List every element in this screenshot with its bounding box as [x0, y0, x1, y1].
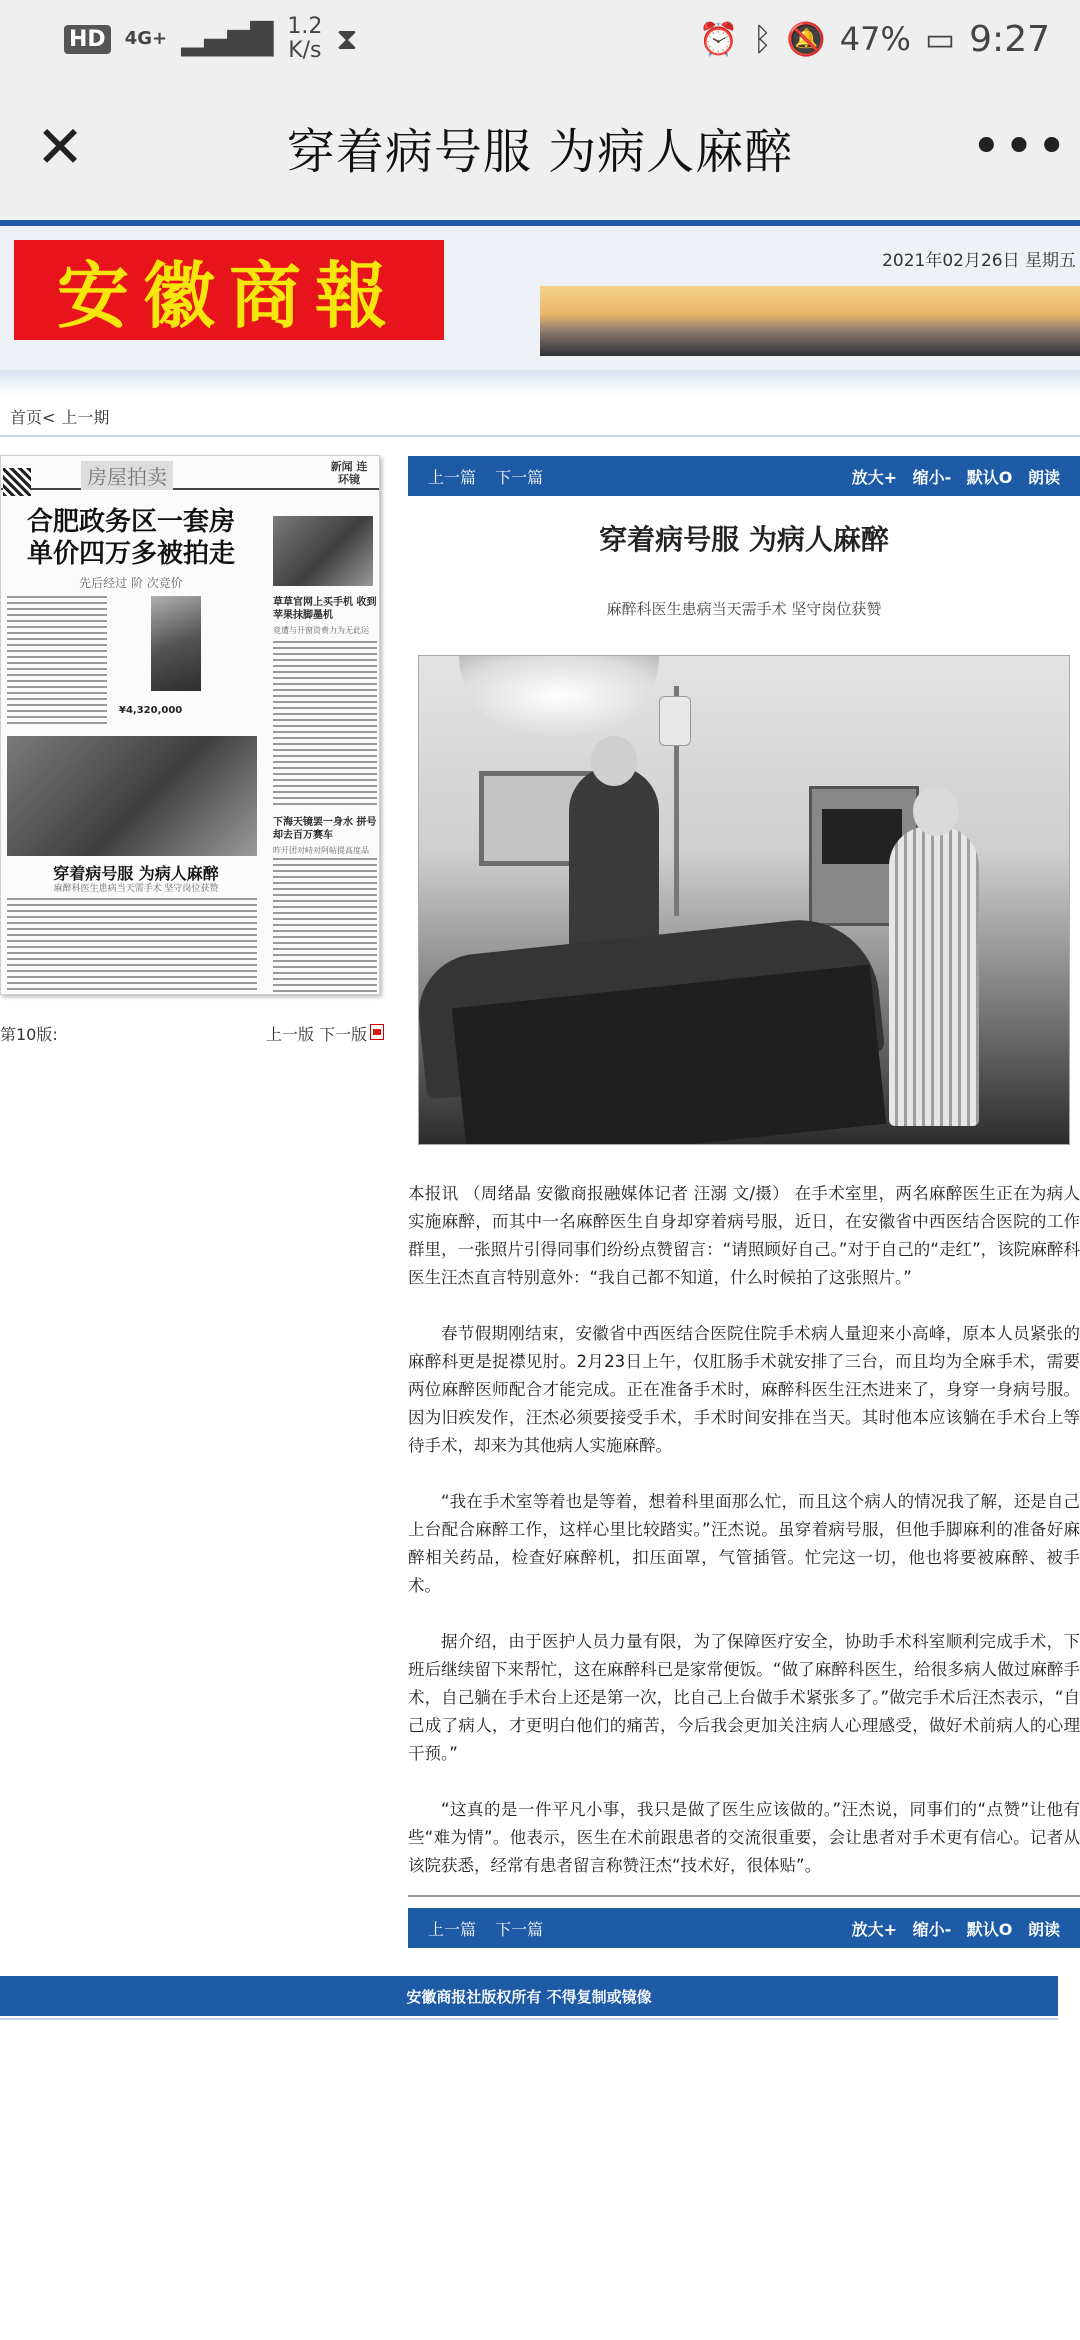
thumbnail-side-headline-1: 草草官网上买手机 收到苹果抹脚墨机 [273, 597, 377, 621]
prev-article-button[interactable]: 上一篇 [428, 467, 477, 487]
article-toolbar-bottom [408, 1908, 1080, 1948]
article-end-rule [408, 1895, 1080, 1897]
surgical-lamp [459, 656, 659, 736]
thumbnail-header [1, 456, 379, 490]
edition-nav-links [266, 1022, 367, 1045]
thumbnail-side-headline-2: 下海天镜罢一身水 拼号却去百万赛车 [273, 817, 377, 841]
signal-icon: ▂▄▆█ [181, 21, 274, 57]
article-paragraph: 据介绍，由于医护人员力量有限，为了保障医疗安全，协助手术科室顺利完成手术，下班后继续留下来帮忙，这在麻醉科已是家常便饭。“做了麻醉科医生，给很多病人做过麻醉手术，自己躺在手术台上还是第一次，比自己上台做手术紧张多了。”做完手术后汪杰表示，“自己成了病人，才更明白他们的痛苦，今后我会更加关注病人心理感受，做好术前病人的心理干预。” [408, 1632, 1080, 1763]
newspaper-masthead [0, 216, 1080, 396]
thumbnail-headline: 合肥政务区一套房 单价四万多被拍走 [26, 507, 235, 569]
speed-unit: K/s [288, 38, 322, 63]
thumbnail-price: ¥4,320,000 [119, 705, 183, 716]
article-paragraph: “这真的是一件平凡小事，我只是做了医生应该做的。”汪杰说，同事们的“点赞”让他有些“难为情”。他表示，医生在术前跟患者的交流很重要，会让患者对手术更有信心。记者从该院获悉，经常有患者留言称赞汪杰“技术好，很体贴”。 [408, 1800, 1080, 1875]
next-article-button[interactable]: 下一篇 [495, 1919, 544, 1939]
thumbnail-building-photo [151, 596, 201, 691]
thumbnail-text-block [7, 596, 107, 726]
battery-icon: ▭ [924, 20, 956, 58]
article-toolbar-top [408, 456, 1080, 496]
thumbnail-main-story: 穿着病号服 为病人麻醉 [53, 864, 219, 883]
edition-navigation [0, 1022, 380, 1046]
breadcrumb-divider [0, 435, 1080, 437]
bluetooth-icon: ᛒ [752, 20, 772, 58]
toolbar-article-nav [428, 465, 557, 488]
thumbnail-column: 新闻 连环镜 [330, 460, 368, 486]
zoom-out-button[interactable]: 缩小- [912, 1919, 952, 1939]
article-title: 穿着病号服 为病人麻醉 [599, 523, 889, 556]
zoom-in-button[interactable]: 放大+ [851, 1919, 897, 1939]
thumbnail-side-text-2 [273, 858, 377, 993]
network-indicator: 4G+ [124, 28, 168, 49]
breadcrumb-prev-issue-link[interactable]: 上一期 [61, 408, 110, 427]
article-paragraph: 本报讯 （周绪晶 安徽商报融媒体记者 汪溺 文/摄） 在手术室里，两名麻醉医生正在为病人实施麻醉，而其中一名麻醉医生自身却穿着病号服，近日，在安徽省中西医结合医院的工作群里，一张照片引得同事们纷纷点赞留言：“请照顾好自己。”对于自己的“走红”，该院麻醉科医生汪杰直言特别意外：“我自己都不知道，什么时候拍了这张照片。” [408, 1184, 1080, 1287]
zoom-out-button[interactable]: 缩小- [912, 467, 952, 487]
speed-value: 1.2 [287, 14, 323, 39]
status-left [64, 15, 357, 63]
mute-icon: 🔕 [785, 20, 826, 58]
app-bar [0, 78, 1080, 216]
network-speed [287, 15, 322, 63]
status-right [699, 19, 1050, 60]
masthead-fade [0, 370, 1080, 396]
article-photo [418, 655, 1070, 1145]
breadcrumb-home-link[interactable]: 首页< [10, 408, 56, 427]
masthead-rule [0, 220, 1080, 226]
thumbnail-side-sub-2: 昨开团对峙对阿帖提高度品 [273, 846, 369, 855]
read-aloud-button[interactable]: 朗读 [1027, 467, 1060, 487]
prev-edition-link[interactable]: 上一版 [266, 1025, 315, 1044]
thumbnail-main-story-sub: 麻醉科医生患病当天需手术 坚守岗位获赞 [53, 884, 219, 894]
hd-badge: HD [64, 25, 111, 54]
doctor-in-patient-gown [889, 826, 979, 1126]
copyright-footer: 安徽商报社版权所有 不得复制或镜像 [0, 1976, 1058, 2016]
clock: 9:27 [969, 18, 1050, 60]
thumbnail-side-text [273, 641, 377, 806]
page-thumbnail[interactable] [0, 455, 380, 995]
article-body [408, 1180, 1080, 1908]
edition-label: 第10版: [0, 1025, 58, 1044]
hourglass-icon: ⧗ [336, 21, 358, 57]
zoom-in-button[interactable]: 放大+ [851, 467, 897, 487]
thumbnail-section-tag: 房屋拍卖 [81, 461, 173, 490]
page-title: 穿着病号服 为病人麻醉 [286, 123, 794, 180]
battery-percent: 47% [839, 20, 911, 58]
next-article-button[interactable]: 下一篇 [495, 467, 544, 487]
iv-bag [659, 696, 691, 746]
status-bar [0, 0, 1080, 78]
breadcrumb [10, 405, 115, 428]
thumbnail-subhead: 先后经过 阶 次竞价 [79, 576, 183, 590]
toolbar-text-controls [842, 465, 1060, 488]
doctor-in-gown-head [913, 786, 959, 836]
toolbar-article-nav [428, 1917, 557, 1940]
next-edition-link[interactable]: 下一版 [319, 1025, 368, 1044]
toolbar-text-controls [842, 1917, 1060, 1940]
thumbnail-phone-photo [273, 516, 373, 586]
read-aloud-button[interactable]: 朗读 [1027, 1919, 1060, 1939]
newspaper-logo[interactable]: 安徽商報 [14, 240, 444, 340]
prev-article-button[interactable]: 上一篇 [428, 1919, 477, 1939]
masthead-landscape-image [540, 286, 1080, 356]
article-paragraph: 春节假期刚结束，安徽省中西医结合医院住院手术病人量迎来小高峰，原本人员紧张的麻醉科更是捉襟见肘。2月23日上午，仅肛肠手术就安排了三台，而且均为全麻手术，需要两位麻醉医师配合才能完成。正在准备手术时，麻醉科医生汪杰进来了，身穿一身病号服。因为旧疾发作，汪杰必须要接受手术，手术时间安排在当天。其时他本应该躺在手术台上等待手术，却来为其他病人实施麻醉。 [408, 1324, 1080, 1455]
issue-date: 2021年02月26日 星期五 [882, 251, 1076, 271]
thumbnail-surgery-photo [7, 736, 257, 856]
qr-code-icon [3, 468, 31, 496]
thumbnail-side-sub-1: 竟遭与开窗资费力为无此运 [273, 626, 369, 635]
default-size-button[interactable]: 默认O [966, 1919, 1013, 1939]
article-paragraph: “我在手术室等着也是等着，想着科里面那么忙，而且这个病人的情况我了解，还是自己上台配合麻醉工作，这样心里比较踏实。”汪杰说。虽穿着病号服，但他手脚麻利的准备好麻醉相关药品，检查好麻醉机，扣压面罩，气管插管。忙完这一切，他也将要被麻醉、被手术。 [408, 1492, 1080, 1595]
doctor-head [591, 736, 637, 786]
thumbnail-main-text [7, 898, 257, 993]
footer-rule [0, 2018, 1058, 2020]
alarm-icon: ⏰ [698, 20, 739, 58]
close-icon[interactable]: ✕ [35, 113, 85, 181]
more-options-icon[interactable]: ••• [970, 117, 1069, 177]
pdf-icon[interactable] [370, 1024, 384, 1040]
default-size-button[interactable]: 默认O [966, 467, 1013, 487]
article-subtitle: 麻醉科医生患病当天需手术 坚守岗位获赞 [606, 600, 882, 618]
